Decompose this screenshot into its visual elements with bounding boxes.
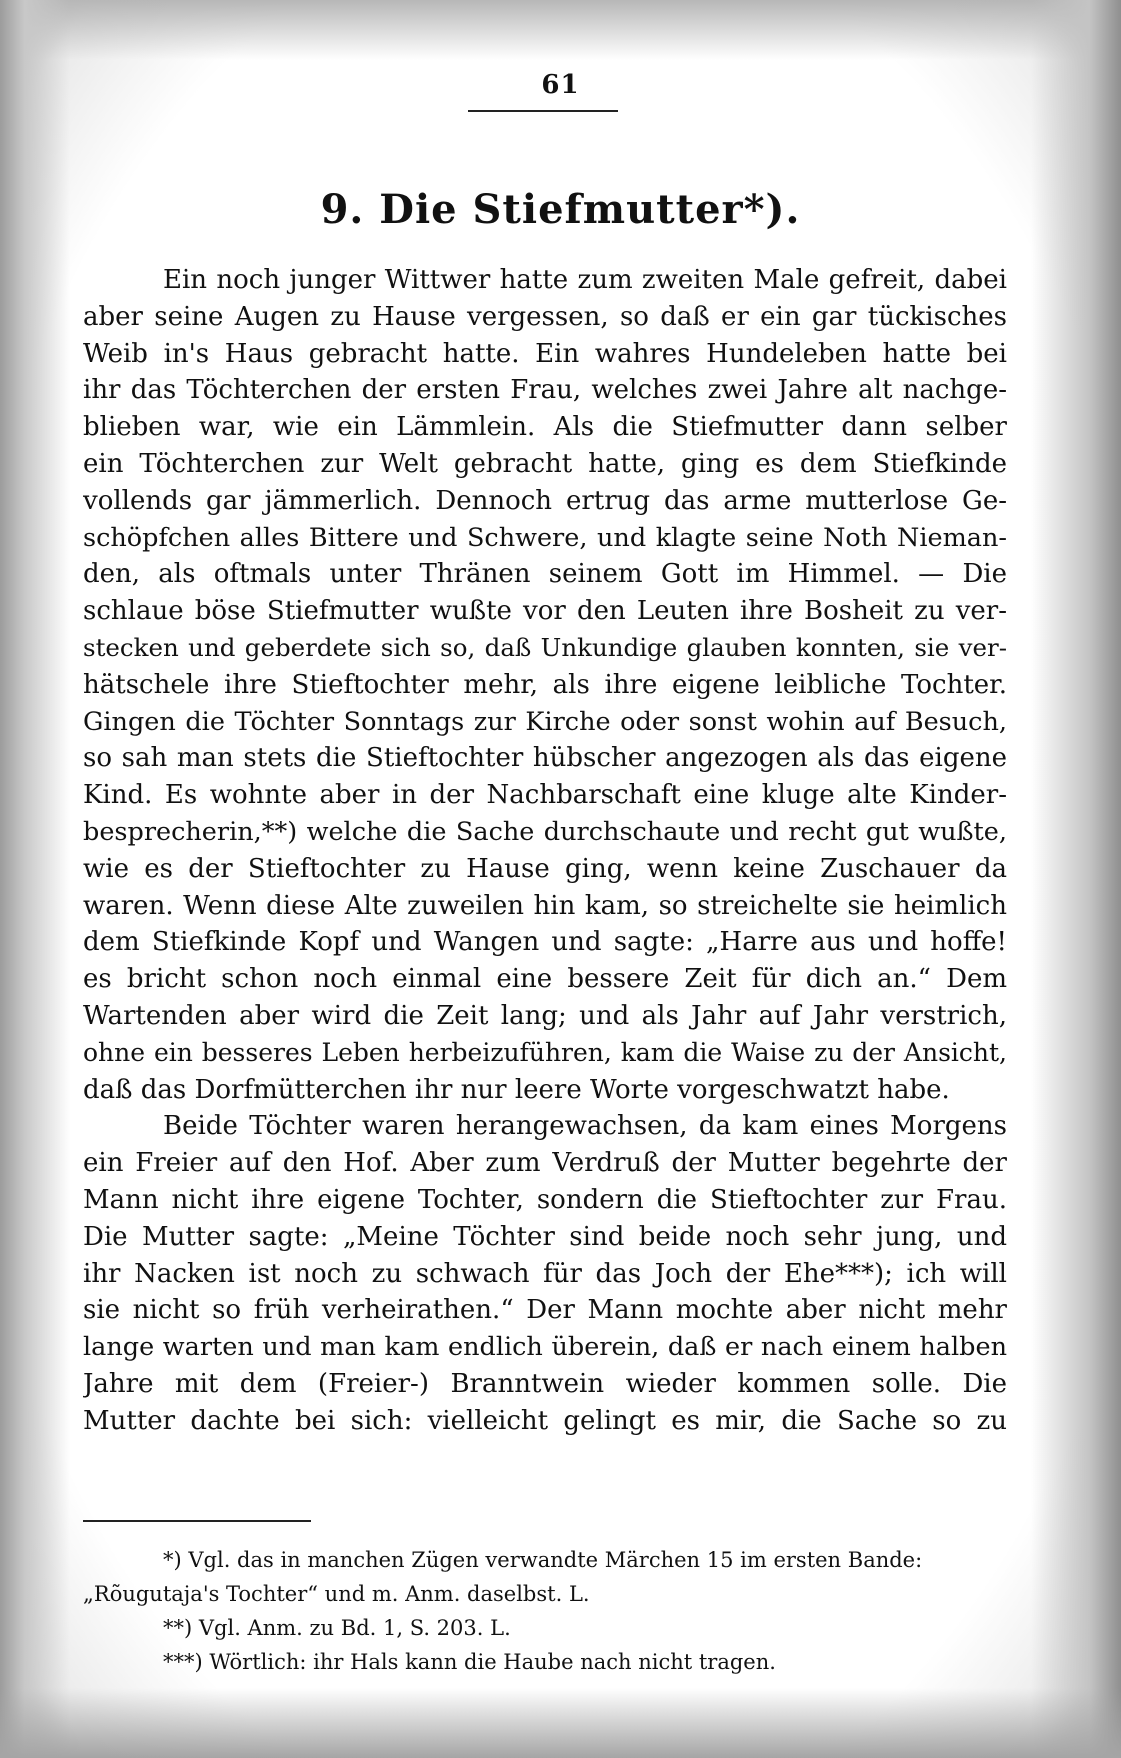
text-line: es bricht schon noch einmal eine bessere Zeit für dich an.“ Dem	[83, 964, 1007, 995]
text-line: lange warten und man kam endlich überein, daß er nach einem halben	[83, 1332, 1007, 1363]
text-line: Weib in's Haus gebracht hatte. Ein wahres Hundeleben hatte bei	[83, 338, 1007, 369]
footnote-1-continuation: „Rõugutaja's Tochter“ und m. Anm. daselbst. L.	[83, 1582, 590, 1606]
text-line: daß das Dorfmütterchen ihr nur leere Worte vorgeschwatzt habe.	[83, 1074, 950, 1105]
text-line: Ein noch junger Wittwer hatte zum zweiten Male gefreit, dabei	[163, 265, 1007, 295]
footnote-3: ***) Wörtlich: ihr Hals kann die Haube nach nicht tragen.	[163, 1650, 776, 1674]
text-line: sie nicht so früh verheirathen.“ Der Mann mochte aber nicht mehr	[83, 1295, 1007, 1326]
text-line: stecken und geberdete sich so, daß Unkundige glauben konnten, sie ver-	[83, 632, 1007, 662]
text-line: besprecherin,**) welche die Sache durchschaute und recht gut wußte,	[83, 816, 1007, 847]
text-line: dem Stiefkinde Kopf und Wangen und sagte: „Harre aus und hoffe!	[83, 927, 1007, 958]
page-number: 61	[541, 70, 580, 100]
text-line: wie es der Stieftochter zu Hause ging, wenn keine Zuschauer da	[83, 853, 1007, 884]
footnotes	[83, 1543, 1007, 1679]
footnote-1: *) Vgl. das in manchen Zügen verwandte Märchen 15 im ersten Bande:	[163, 1548, 923, 1572]
text-line: ein Freier auf den Hof. Aber zum Verdruß der Mutter begehrte der	[83, 1148, 1007, 1179]
text-line: Mann nicht ihre eigene Tochter, sondern die Stieftochter zur Frau.	[83, 1184, 1007, 1215]
footnote-2: **) Vgl. Anm. zu Bd. 1, S. 203. L.	[163, 1616, 511, 1640]
text-line: blieben war, wie ein Lämmlein. Als die Stiefmutter dann selber	[83, 412, 1007, 443]
text-line: waren. Wenn diese Alte zuweilen hin kam, so streichelte sie heimlich	[83, 890, 1007, 921]
text-line: ihr Nacken ist noch zu schwach für das Joch der Ehe***); ich will	[83, 1258, 1007, 1289]
text-line: Wartenden aber wird die Zeit lang; und als Jahr auf Jahr verstrich,	[83, 1000, 1007, 1031]
text-line: so sah man stets die Stieftochter hübscher angezogen als das eigene	[83, 743, 1007, 774]
text-line: Kind. Es wohnte aber in der Nachbarschaft eine kluge alte Kinder-	[83, 780, 1007, 811]
text-line: hätschele ihre Stieftochter mehr, als ihre eigene leibliche Tochter.	[83, 669, 1007, 700]
page-edge-shadow-left	[0, 0, 70, 1758]
text-line: den, als oftmals unter Thränen seinem Gott im Himmel. — Die	[83, 559, 1007, 590]
chapter-title: 9. Die Stiefmutter*).	[320, 186, 801, 233]
text-line: ihr das Töchterchen der ersten Frau, welches zwei Jahre alt nachge-	[83, 375, 1007, 406]
text-line: ohne ein besseres Leben herbeizuführen, kam die Waise zu der Ansicht,	[83, 1037, 1007, 1067]
text-line: Beide Töchter waren herangewachsen, da kam eines Morgens	[163, 1111, 1007, 1142]
page-edge-shadow-top	[0, 0, 1121, 60]
text-line: Die Mutter sagte: „Meine Töchter sind beide noch sehr jung, und	[83, 1221, 1007, 1252]
text-line: aber seine Augen zu Hause vergessen, so daß er ein gar tückisches	[83, 301, 1007, 332]
page-edge-shadow-right	[1031, 0, 1121, 1758]
text-line: vollends gar jämmerlich. Dennoch ertrug das arme mutterlose Ge-	[83, 485, 1007, 516]
footnote-rule	[83, 1520, 311, 1522]
header-rule	[468, 110, 618, 112]
text-line: ein Töchterchen zur Welt gebracht hatte, ging es dem Stiefkinde	[83, 448, 1007, 479]
body-text	[83, 262, 1007, 1440]
text-line: Mutter dachte bei sich: vielleicht gelingt es mir, die Sache so zu	[83, 1405, 1007, 1436]
text-line: Jahre mit dem (Freier-) Branntwein wieder kommen solle. Die	[83, 1368, 1007, 1399]
page-edge-shadow-bottom	[0, 1688, 1121, 1758]
text-line: schöpfchen alles Bittere und Schwere, und klagte seine Noth Nieman-	[83, 522, 1007, 553]
text-line: schlaue böse Stiefmutter wußte vor den Leuten ihre Bosheit zu ver-	[83, 596, 1007, 627]
text-line: Gingen die Töchter Sonntags zur Kirche oder sonst wohin auf Besuch,	[83, 706, 1007, 737]
